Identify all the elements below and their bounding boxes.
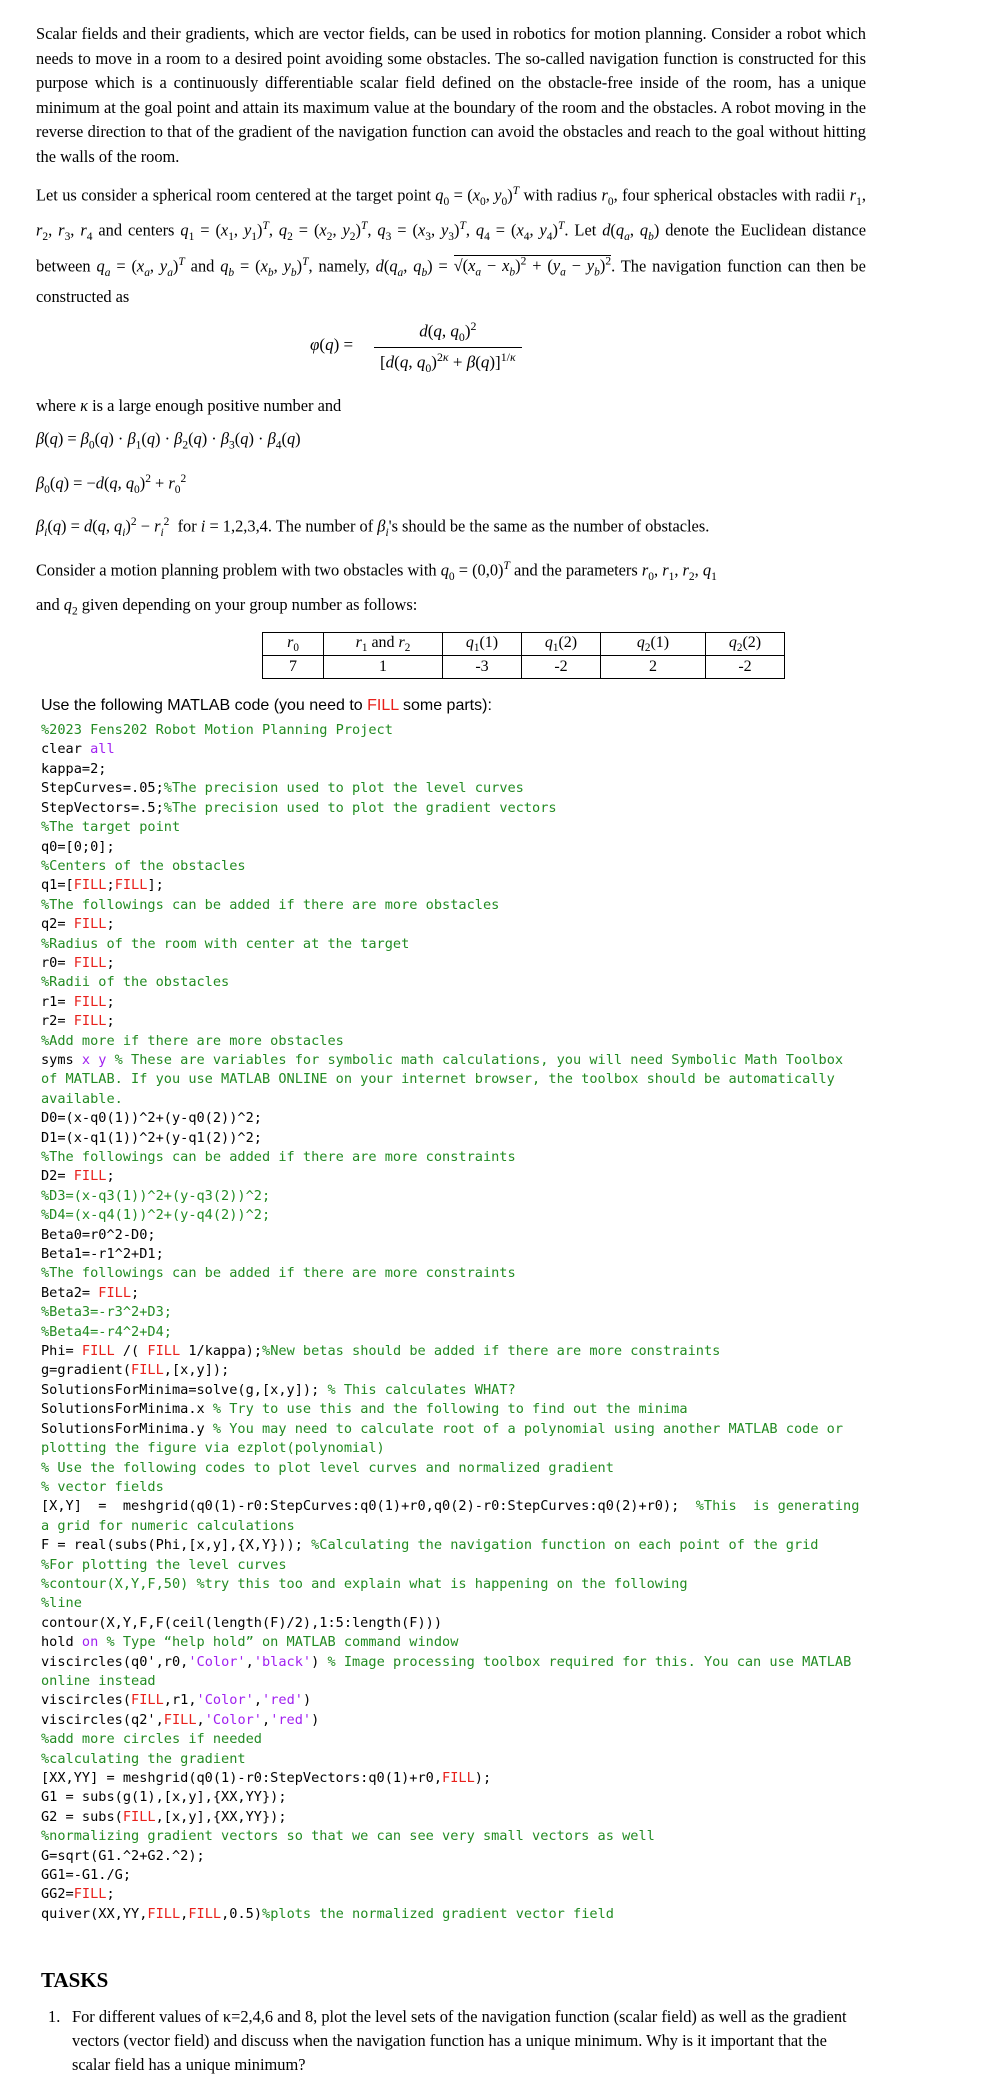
code-line: %Add more if there are more obstacles bbox=[41, 1032, 344, 1049]
parameter-table-header-row bbox=[263, 633, 785, 656]
code-line: %The followings can be added if there are more constraints bbox=[41, 1149, 516, 1165]
code-line: GG2=FILL; bbox=[41, 1886, 115, 1903]
code-line: SolutionsForMinima.y % You may need to calculate root of a polynomial using another MATLAB code or plotting the figure via ezplot(polynomial) bbox=[41, 1420, 852, 1457]
header-r0: $r_0$ bbox=[263, 633, 324, 656]
code-line: %Radii of the obstacles bbox=[41, 974, 230, 991]
code-line: viscircles(q0',r0,'Color','black') % Image processing toolbox required for this. You can use MATLAB online instead bbox=[41, 1653, 860, 1689]
code-line: F = real(subs(Phi,[x,y],{X,Y})); %Calculating the navigation function on each point of the grid bbox=[41, 1537, 819, 1554]
code-line: %D4=(x-q4(1))^2+(y-q4(2))^2; bbox=[41, 1207, 271, 1224]
code-line: r1= FILL; bbox=[41, 993, 115, 1010]
code-line: Beta0=r0^2-D0; bbox=[41, 1226, 156, 1243]
code-line: %The followings can be added if there are more obstacles bbox=[41, 896, 500, 913]
code-line: %Beta4=-r4^2+D4; bbox=[41, 1323, 172, 1340]
task-item bbox=[48, 2005, 866, 2077]
document-page bbox=[36, 22, 866, 2077]
header-q1-1: $q_1(1)$ bbox=[443, 633, 522, 656]
code-line: % vector fields bbox=[41, 1478, 164, 1495]
code-line: D2= FILL; bbox=[41, 1168, 115, 1185]
code-line: %The followings can be added if there are more constraints bbox=[41, 1265, 516, 1282]
matlab-intro: Use the following MATLAB code (you need to FILL some parts): bbox=[41, 697, 492, 715]
code-line: q1=[FILL;FILL]; bbox=[41, 877, 164, 894]
header-q2-2: $q_2(2)$ bbox=[706, 633, 785, 656]
code-line: kappa=2; bbox=[41, 760, 107, 777]
code-line: %Radius of the room with center at the target bbox=[41, 935, 410, 952]
code-line: clear all bbox=[41, 741, 115, 758]
beta-product: $\beta(q) = \beta_0(q) \cdot \beta_1(q) \cdot \beta_2(q) \cdot \beta_3(q) \cdot \beta_4(q)$ bbox=[36, 429, 301, 452]
code-line: %contour(X,Y,F,50) %try this too and explain what is happening on the following bbox=[41, 1575, 688, 1592]
code-line: hold on % Type “help hold” on MATLAB command window bbox=[41, 1634, 459, 1651]
tasks-heading: TASKS bbox=[41, 1968, 109, 1993]
code-line: viscircles(q2',FILL,'Color','red') bbox=[41, 1711, 320, 1728]
code-line: r0= FILL; bbox=[41, 954, 115, 971]
code-line: G=sqrt(G1.^2+G2.^2); bbox=[41, 1847, 205, 1864]
fill-highlight: FILL bbox=[367, 697, 399, 715]
code-line: G2 = subs(FILL,[x,y],{XX,YY}); bbox=[41, 1808, 287, 1825]
header-q1-2: $q_1(2)$ bbox=[522, 633, 601, 656]
code-line: syms x y % These are variables for symbolic math calculations, you will need Symbolic Math Toolbox of MATLAB. If you use MATLAB ONLINE on your internet browser, the toolbox should be automatically available. bbox=[41, 1051, 852, 1107]
problem-statement: Consider a motion planning problem with two obstacles with $q_0 = (0,0)^T$ and the parameters $r_0$, $r_1$, $r_2$, $q_1$ bbox=[36, 560, 717, 583]
code-line: SolutionsForMinima=solve(g,[x,y]); % This calculates WHAT? bbox=[41, 1381, 516, 1398]
code-line: SolutionsForMinima.x % Try to use this and the following to find out the minima bbox=[41, 1401, 688, 1418]
code-line: % Use the following codes to plot level curves and normalized gradient bbox=[41, 1459, 614, 1476]
code-line: %Beta3=-r3^2+D3; bbox=[41, 1304, 172, 1321]
code-line: Phi= FILL /( FILL 1/kappa);%New betas should be added if there are more constraints bbox=[41, 1343, 721, 1360]
value-q2-1: 2 bbox=[601, 656, 706, 679]
task-number: 1. bbox=[48, 2007, 61, 2027]
code-line: q0=[0;0]; bbox=[41, 838, 115, 855]
code-line: %Centers of the obstacles bbox=[41, 857, 246, 874]
parameter-table-value-row bbox=[263, 656, 785, 679]
code-line: g=gradient(FILL,[x,y]); bbox=[41, 1362, 230, 1379]
task-text: For different values of κ=2,4,6 and 8, plot the level sets of the navigation function (scalar field) as well as the gradient vectors (vector field) and discuss when the navigation function has a unique minimum. Why is it important that the scalar field has a unique minimum? bbox=[72, 2007, 847, 2075]
betai-definition: $\beta_i(q) = d(q$, $q_i)^2 - r_i^2$ for i = 1,2,3,4. The number of $\beta_i's$ should be the same as the number of obstacles. bbox=[36, 516, 710, 540]
code-line: %D3=(x-q3(1))^2+(y-q3(2))^2; bbox=[41, 1187, 271, 1204]
code-line: G1 = subs(g(1),[x,y],{XX,YY}); bbox=[41, 1789, 287, 1806]
code-line: %For plotting the level curves bbox=[41, 1556, 287, 1573]
code-line: StepCurves=.05;%The precision used to plot the level curves bbox=[41, 780, 524, 797]
parameter-table bbox=[262, 632, 785, 679]
code-line: %line bbox=[41, 1595, 82, 1612]
code-line: Beta2= FILL; bbox=[41, 1284, 140, 1301]
value-r0: 7 bbox=[263, 656, 324, 679]
value-q1-1: -3 bbox=[443, 656, 522, 679]
navigation-function-equation: φ(q) = $\frac{d(q, q_0)^2}{[d(q, q_0)^{2\kappa} + \beta(q)]^{1/\kappa}}$ bbox=[36, 319, 866, 383]
code-line: Beta1=-r1^2+D1; bbox=[41, 1246, 164, 1263]
code-line: StepVectors=.5;%The precision used to plot the gradient vectors bbox=[41, 799, 557, 816]
code-line: q2= FILL; bbox=[41, 916, 115, 933]
code-line: D0=(x-q0(1))^2+(y-q0(2))^2; bbox=[41, 1110, 262, 1127]
code-line: quiver(XX,YY,FILL,FILL,0.5)%plots the normalized gradient vector field bbox=[41, 1905, 614, 1922]
code-line: D1=(x-q1(1))^2+(y-q1(2))^2; bbox=[41, 1129, 262, 1146]
code-line: [XX,YY] = meshgrid(q0(1)-r0:StepVectors:q0(1)+r0,FILL); bbox=[41, 1770, 492, 1786]
header-q2-1: $q_2(1)$ bbox=[601, 633, 706, 656]
code-line: %The target point bbox=[41, 819, 181, 836]
matlab-code-block bbox=[41, 721, 866, 1924]
code-line: [X,Y] = meshgrid(q0(1)-r0:StepCurves:q0(1)+r0,q0(2)-r0:StepCurves:q0(2)+r0); %This is generating a grid for numeric calculations bbox=[41, 1498, 868, 1534]
header-r1-r2: $r_1$ and $r_2$ bbox=[324, 633, 443, 656]
beta0-definition: $\beta_0(q) = -d(q$, $q_0)^2 + r_0^2$ bbox=[36, 472, 187, 496]
intro-paragraph-2: Let us consider a spherical room centered at the target point $q_0 = (x_0$, $y_0)^T$ with radius $r_0$, four spherical obstacles with radii $r_1$, $r_2$, $r_3$, $r_4$ and centers $q_1 = (x_1$, $y_1)^T$, $q_2 = (x_2$, $y_2)^T$, $q_3 = (x_3$, $y_3)^T$, $q_4 = (x_4$, $y_4)^T$. Let $d(q_a$, $q_b$) denote the Euclidean distance between $q_a = (x_a$, $y_a)^T$ and $q_b = (x_b$, $y_b)^T$, namely, $d(q_a$, $q_b) = √(x_a - x_b)^2 + (y_a - y_b)^2$. The navigation function can then be constructed as bbox=[36, 185, 866, 306]
kappa-description: where κ is a large enough positive number and bbox=[36, 396, 342, 416]
code-line: r2= FILL; bbox=[41, 1013, 115, 1030]
value-r1-r2: 1 bbox=[324, 656, 443, 679]
code-line: viscircles(FILL,r1,'Color','red') bbox=[41, 1692, 312, 1709]
code-line: %calculating the gradient bbox=[41, 1750, 246, 1767]
code-line: %normalizing gradient vectors so that we can see very small vectors as well bbox=[41, 1828, 655, 1845]
problem-statement-cont: and $q_2$ given depending on your group number as follows: bbox=[36, 594, 418, 618]
value-q2-2: -2 bbox=[706, 656, 785, 679]
code-line: GG1=-G1./G; bbox=[41, 1867, 132, 1884]
value-q1-2: -2 bbox=[522, 656, 601, 679]
code-line: %add more circles if needed bbox=[41, 1731, 262, 1748]
intro-paragraph-1: Scalar fields and their gradients, which are vector fields, can be used in robotics for motion planning. Consider a robot which needs to move in a room to a desired point avoiding some obstacles. The so-called navigation function is constructed for this purpose which is a continuously differentiable scalar field defined on the obstacle-free inside of the room, has a unique minimum at the goal point and attain its maximum value at the boundary of the room and the obstacles. A robot moving in the reverse direction to that of the gradient of the navigation function can avoid the obstacles and reach to the goal without hitting the walls of the room. bbox=[36, 24, 866, 166]
code-line: %2023 Fens202 Robot Motion Planning Project bbox=[41, 722, 393, 739]
code-line: contour(X,Y,F,F(ceil(length(F)/2),1:5:length(F))) bbox=[41, 1614, 443, 1631]
